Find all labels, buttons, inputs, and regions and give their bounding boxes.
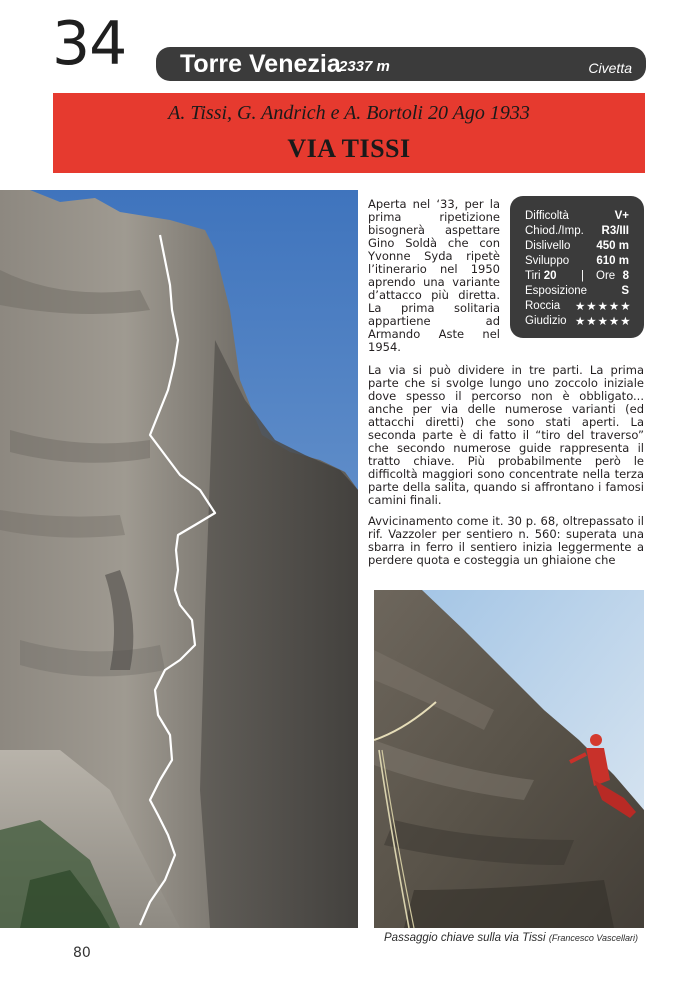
rock-face-illustration bbox=[0, 190, 358, 928]
stat-label: Sviluppo bbox=[525, 255, 570, 267]
stat-height bbox=[525, 240, 629, 254]
stat-separator: | bbox=[581, 270, 584, 282]
stat-protection bbox=[525, 225, 629, 239]
photo-caption bbox=[384, 932, 648, 944]
hours-label: Ore bbox=[596, 270, 616, 282]
approach-lead: Avvicinamento come it. 30 p. 68, bbox=[368, 514, 559, 528]
stat-label: Chiod./Imp. bbox=[525, 225, 584, 237]
peak-name: Torre Venezia bbox=[180, 50, 341, 78]
stat-exposure bbox=[525, 285, 629, 299]
mountain-group: Civetta bbox=[588, 60, 632, 76]
stat-rock bbox=[525, 300, 632, 314]
pitches-label: Tiri bbox=[525, 270, 541, 282]
stat-label: Difficoltà bbox=[525, 210, 569, 222]
overall-star-rating: ★★★★★ bbox=[575, 316, 632, 328]
title-bar bbox=[156, 47, 646, 81]
stat-value: 610 m bbox=[596, 255, 629, 267]
pitches-value: 20 bbox=[543, 270, 557, 282]
stat-value: S bbox=[621, 285, 629, 297]
stat-value: V+ bbox=[614, 210, 629, 222]
caption-text: Passaggio chiave sulla via Tissi bbox=[384, 932, 546, 944]
intro-paragraph: Aperta nel ‘33, per la prima ripetizione bisognerà aspettare Gino Soldà che con Yvonne Syda ripetè l’itinerario nel 1950 aprendo una variante d’attacco più diretta. La prima solitaria appartiene ad Armando Aste nel 1954. bbox=[368, 197, 500, 354]
stat-label: Esposizione bbox=[525, 285, 588, 297]
stat-label bbox=[525, 270, 557, 282]
climber-photo bbox=[374, 590, 644, 928]
route-banner bbox=[53, 93, 645, 173]
rock-face-photo bbox=[0, 190, 358, 928]
stat-value: 450 m bbox=[596, 240, 629, 252]
peak-altitude: 2337 m bbox=[339, 58, 390, 75]
route-name: VIA TISSI bbox=[287, 134, 411, 163]
hours-value: 8 bbox=[622, 270, 629, 282]
rock-star-rating: ★★★★★ bbox=[575, 301, 632, 313]
stat-value: R3/III bbox=[601, 225, 629, 237]
route-stats-box bbox=[510, 196, 644, 338]
caption-credit: (Francesco Vascellari) bbox=[548, 933, 639, 943]
stat-label: Roccia bbox=[525, 300, 561, 312]
stat-overall bbox=[525, 315, 632, 329]
page-number: 80 bbox=[73, 945, 91, 961]
approach-paragraph bbox=[368, 515, 644, 567]
description-paragraph: La via si può dividere in tre parti. La prima parte che si svolge lungo uno zoccolo iniziale dove spesso il percorso non è obbligato... anche per via delle numerose varianti (ed attacchi diretti) che sono stati aperti. La seconda parte è di fatto il “tiro del traverso” che secondo numerose guide rappresenta il tratto chiave. Più probabilmente però le difficoltà maggiori sono concentrate nella terza parte della salita, quando si affrontano i famosi camini finali. bbox=[368, 363, 644, 507]
stat-length bbox=[525, 255, 629, 269]
first-ascent-authors: A. Tissi, G. Andrich e A. Bortoli 20 Ago 1933 bbox=[168, 102, 530, 124]
climber-illustration bbox=[374, 590, 644, 928]
stat-pitches-hours bbox=[525, 270, 629, 284]
stat-difficulty bbox=[525, 210, 629, 224]
stat-label: Giudizio bbox=[525, 315, 567, 327]
route-number: 34 bbox=[52, 9, 127, 79]
stat-label: Dislivello bbox=[525, 240, 571, 252]
approach-text: oltrepassato il rif. Vazzoler per sentiero n. 560: superata una sbarra in ferro il sentiero inizia leggermente a perdere quota e costeggia un ghiaione che bbox=[368, 514, 644, 567]
